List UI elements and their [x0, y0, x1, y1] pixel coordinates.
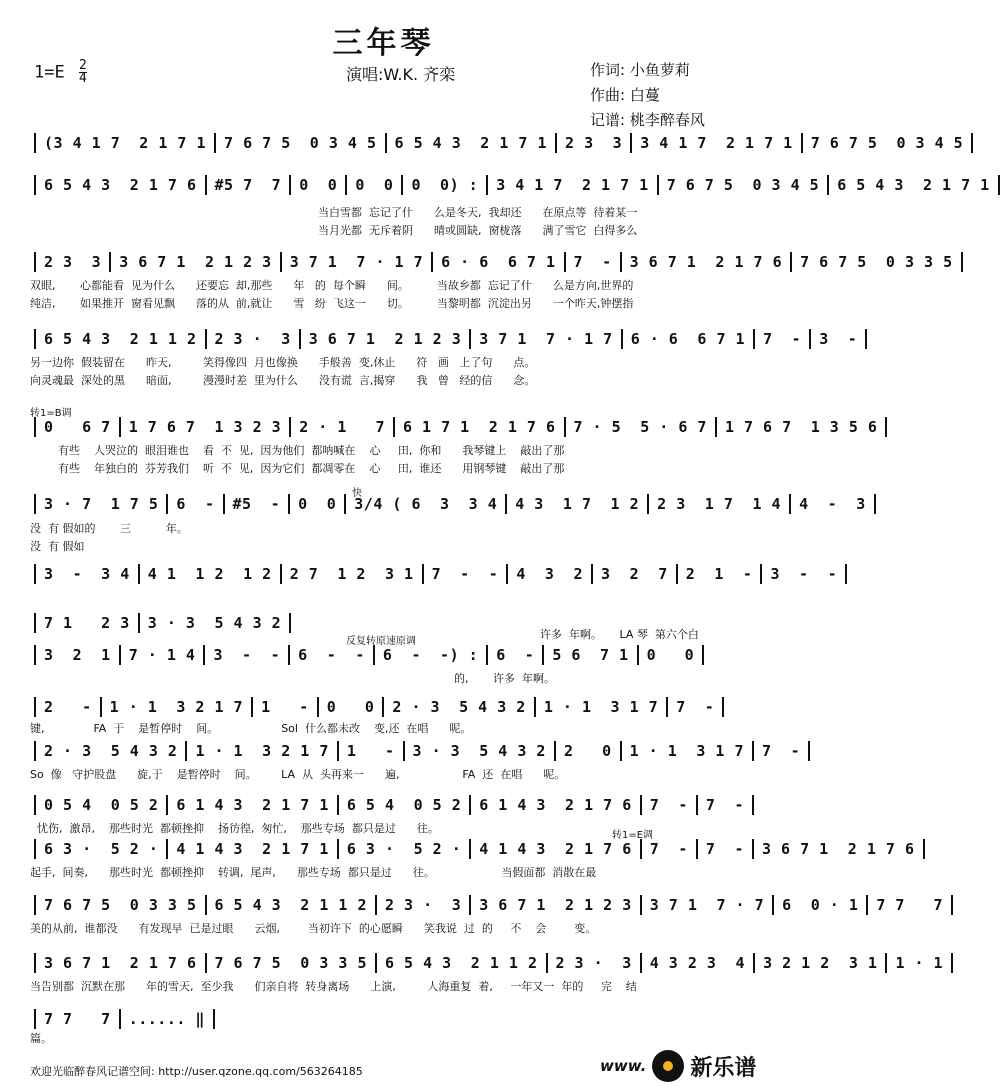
- measure: 6 - -) :: [382, 646, 479, 664]
- bar-line: [289, 613, 291, 633]
- lyric-line: 当告别都 沉默在那 年的雪天, 至少我 们亲自将 转身离场 上演, 人海重复 着, 一年又一 年的 完 结: [30, 980, 637, 993]
- bar-line: [401, 175, 403, 195]
- notation-row: [26, 559, 838, 589]
- bar-line: [772, 895, 774, 915]
- measure: 6 1 4 3 2 1 7 1: [176, 796, 329, 814]
- measure: 2 7 1 2 3 1: [289, 565, 414, 583]
- notation-row: [26, 736, 801, 766]
- measure: 6 5 4 3 2 1 7 6: [44, 176, 197, 194]
- bar-line: [100, 697, 102, 717]
- measure: 7 -: [649, 840, 688, 858]
- bar-line: [431, 252, 433, 272]
- measure: 6 3 · 5 2 ·: [346, 840, 462, 858]
- measure: 1 -: [346, 742, 395, 760]
- bar-line: [34, 417, 36, 437]
- measure: 0 5 4 0 5 2: [44, 796, 159, 814]
- notation-row: [26, 324, 858, 354]
- bar-line: [874, 494, 876, 514]
- measure: 7 6 7 5 0 3 4 5: [810, 134, 964, 152]
- bar-line: [696, 839, 698, 859]
- bar-line: [951, 895, 953, 915]
- bar-line: [564, 252, 566, 272]
- measure: 6 5 4 3 2 1 1 2: [44, 330, 197, 348]
- bar-line: [375, 895, 377, 915]
- measure: 6 5 4 3 2 1 7 1: [394, 134, 548, 152]
- bar-line: [34, 895, 36, 915]
- bar-line: [640, 895, 642, 915]
- bar-line: [34, 645, 36, 665]
- bar-line: [845, 564, 847, 584]
- bar-line: [185, 741, 187, 761]
- measure: 0 0: [326, 698, 375, 716]
- bar-line: [630, 133, 632, 153]
- bar-line: [542, 645, 544, 665]
- measure: 6 5 4 3 2 1 1 2: [385, 954, 538, 972]
- bar-line: [34, 329, 36, 349]
- measure: 7 -: [705, 840, 744, 858]
- measure: 3 - 3 4: [44, 565, 130, 583]
- bar-line: [34, 613, 36, 633]
- bar-line: [205, 175, 207, 195]
- measure: 2 3 · 3: [385, 896, 462, 914]
- measure: 6 -: [176, 495, 215, 513]
- bar-line: [676, 564, 678, 584]
- bar-line: [34, 494, 36, 514]
- measure: 5 6 7 1: [552, 646, 629, 664]
- lyricist-credit: 作词: 小鱼萝莉: [590, 61, 690, 79]
- measure: 2 -: [44, 698, 92, 716]
- bar-line: [34, 175, 36, 195]
- measure: 6 -: [496, 646, 535, 664]
- measure: 3 2 1 2 3 1: [763, 954, 878, 972]
- bar-line: [166, 494, 168, 514]
- measure: 1 -: [261, 698, 309, 716]
- bar-line: [403, 741, 405, 761]
- bar-line: [317, 697, 319, 717]
- measure: 7 6 7 5 0 3 3 5: [800, 253, 953, 271]
- bar-line: [505, 494, 507, 514]
- measure: 1 · 1: [895, 954, 944, 972]
- bar-line: [885, 953, 887, 973]
- notation-row: [26, 247, 953, 277]
- bar-line: [640, 839, 642, 859]
- measure: 0 0: [646, 646, 695, 664]
- bar-line: [280, 252, 282, 272]
- bar-line: [486, 645, 488, 665]
- key-signature: [34, 60, 87, 85]
- measure: 4 1 4 3 2 1 7 6: [479, 840, 632, 858]
- bar-line: [666, 697, 668, 717]
- bar-line: [34, 564, 36, 584]
- measure: 3 6 7 1 2 1 2 3: [308, 330, 462, 348]
- measure: 3 7 1 7 · 1 7: [479, 330, 613, 348]
- bar-line: [205, 953, 207, 973]
- bar-line: [789, 494, 791, 514]
- bar-line: [696, 795, 698, 815]
- bar-line: [203, 645, 205, 665]
- bar-line: [373, 645, 375, 665]
- bar-line: [760, 564, 762, 584]
- lyric-line: 当白雪都 忘记了什 么是冬天, 我却还 在原点等 待着某一: [318, 206, 638, 219]
- measure: 6 · 6 6 7 1: [441, 253, 556, 271]
- bar-line: [34, 133, 36, 153]
- measure: 7 - -: [431, 565, 499, 583]
- notation-row: [26, 128, 964, 158]
- measure: 6 5 4 3 2 1 7 1: [837, 176, 990, 194]
- measure: 1 · 1 3 2 1 7: [195, 742, 329, 760]
- annotation: 反复转原速原调: [346, 636, 416, 647]
- measure: 6 5 4 0 5 2: [346, 796, 462, 814]
- measure: 0 0: [355, 176, 394, 194]
- bar-line: [289, 175, 291, 195]
- bar-line: [119, 417, 121, 437]
- measure: 7 -: [762, 742, 801, 760]
- time-signature: [79, 60, 87, 85]
- measure: 3 6 7 1 2 1 2 3: [479, 896, 632, 914]
- record-disc-icon: [652, 1050, 684, 1082]
- bar-line: [166, 839, 168, 859]
- bar-line: [647, 494, 649, 514]
- brand-name: 新乐谱: [690, 1055, 757, 1081]
- notation-row: [26, 692, 738, 722]
- measure: 3 4 1 7 2 1 7 1: [496, 176, 649, 194]
- measure: (3 4 1 7 2 1 7 1: [44, 134, 207, 152]
- lyric-line: 键, FA 于 是暂停时 间。 Sol 什么都未改 变,还 在唱 呢。: [30, 722, 472, 735]
- measure: 3 2 1: [44, 646, 111, 664]
- bar-line: [564, 417, 566, 437]
- measure: 3 4 1 7 2 1 7 1: [640, 134, 793, 152]
- bar-line: [620, 741, 622, 761]
- measure: 6 1 7 1 2 1 7 6: [403, 418, 556, 436]
- measure: 7 6 7 5 0 3 4 5: [666, 176, 820, 194]
- measure: 2 3 · 3: [214, 330, 291, 348]
- lyric-line: So 像 守护股盘 旋,于 是暂停时 间。 LA 从 头再来一 遍, FA 还 在唱 呢。: [30, 768, 566, 781]
- measure: 6 0 · 1: [782, 896, 859, 914]
- measure: 7 -: [573, 253, 612, 271]
- bar-line: [866, 895, 868, 915]
- measure: 3/4 ( 6 3 3 4: [354, 495, 498, 513]
- measure: 6 1 4 3 2 1 7 6: [479, 796, 632, 814]
- measure: 1 · 1 3 1 7: [629, 742, 744, 760]
- measure: 7 · 5 5 · 6 7: [573, 418, 707, 436]
- measure: 3 6 7 1 2 1 7 6: [762, 840, 915, 858]
- measure: 4 3 2 3 4: [649, 954, 746, 972]
- bar-line: [34, 953, 36, 973]
- bar-line: [138, 564, 140, 584]
- measure: 2 · 1 7: [299, 418, 385, 436]
- measure: 3 · 3 5 4 3 2: [412, 742, 546, 760]
- song-title: 三年琴: [332, 26, 435, 61]
- measure: 7 · 1 4: [128, 646, 196, 664]
- bar-line: [251, 697, 253, 717]
- measure: 3 6 7 1 2 1 7 6: [629, 253, 783, 271]
- measure: 3 -: [819, 330, 858, 348]
- lyric-line: 许多 年啊。 LA 琴 第六个白: [540, 628, 699, 641]
- bar-line: [640, 953, 642, 973]
- lyric-line: 纯洁, 如果推开 窗看见飘 落的从 前,就让 雪 纷 飞这一 切。 当黎明都 沉淀出另 一个昨天,钟摆指: [30, 297, 634, 310]
- bar-line: [715, 417, 717, 437]
- lyric-line: 另一边你 假装留在 昨天, 笑得像四 月也像换 手般善 变,休止 符 画 上了句 点。: [30, 356, 536, 369]
- bar-line: [722, 697, 724, 717]
- notation-row: [26, 948, 944, 978]
- bar-line: [591, 564, 593, 584]
- meter-top: 2: [78, 58, 87, 73]
- notation-row: [26, 489, 866, 519]
- measure: 3 - -: [213, 646, 281, 664]
- bar-line: [299, 329, 301, 349]
- bar-line: [506, 564, 508, 584]
- annotation: 转1=E调: [612, 830, 654, 841]
- measure: 4 1 1 2 1 2: [147, 565, 272, 583]
- measure: 3 2 7: [601, 565, 668, 583]
- bar-line: [753, 329, 755, 349]
- measure: 0 0) :: [411, 176, 479, 194]
- lyric-line: 双眼, 心都能看 见为什么 还要忘 却,那些 年 的 每个瞬 间。 当故乡都 忘记了什 么是方向,世界的: [30, 279, 634, 292]
- measure: 4 3 2: [516, 565, 584, 583]
- measure: 1 7 6 7 1 3 2 3: [128, 418, 282, 436]
- measure: 1 · 1 3 2 1 7: [109, 698, 244, 716]
- measure: 7 7 7: [44, 1010, 111, 1028]
- measure: 3 - -: [770, 565, 838, 583]
- brand-logo[interactable]: [600, 1050, 756, 1082]
- measure: 7 -: [705, 796, 744, 814]
- bar-line: [205, 895, 207, 915]
- bar-line: [337, 839, 339, 859]
- bar-line: [469, 895, 471, 915]
- bar-line: [422, 564, 424, 584]
- annotation: 快: [352, 488, 362, 499]
- measure: 2 3 3: [565, 134, 623, 152]
- measure: 6 · 6 6 7 1: [630, 330, 746, 348]
- lyric-line: 的, 许多 年啊。: [454, 672, 555, 685]
- measure: #5 -: [232, 495, 281, 513]
- bar-line: [534, 697, 536, 717]
- bar-line: [998, 175, 1000, 195]
- bar-line: [469, 329, 471, 349]
- singer-credit: 演唱:W.K. 齐栾: [346, 65, 456, 84]
- bar-line: [620, 252, 622, 272]
- bar-line: [337, 741, 339, 761]
- bar-line: [385, 133, 387, 153]
- bar-line: [865, 329, 867, 349]
- notation-row: [26, 412, 878, 442]
- bar-line: [790, 252, 792, 272]
- bar-line: [119, 645, 121, 665]
- measure: 7 -: [649, 796, 688, 814]
- bar-line: [205, 329, 207, 349]
- lyric-line: 向灵魂最 深处的黑 暗面, 漫漫时差 里为什么 没有谎 言,揭穿 我 曾 经的信 念。: [30, 374, 536, 387]
- bar-line: [486, 175, 488, 195]
- lyric-line: 当月光都 无斥着阴 晴或圆缺, 窗栊落 满了雪它 白得多么: [318, 224, 638, 237]
- bar-line: [469, 839, 471, 859]
- lyric-line: 有些 人哭泣的 眼泪谁也 看 不 见, 因为他们 都呐喊在 心 田, 你和 我琴键上 敲出了那: [30, 444, 565, 457]
- key-label: 1=E: [34, 62, 65, 83]
- measure: 7 6 7 5 0 3 4 5: [224, 134, 377, 152]
- measure: 3 · 3 5 4 3 2: [147, 614, 282, 632]
- bar-line: [885, 417, 887, 437]
- bar-line: [971, 133, 973, 153]
- lyric-line: 美的从前, 谁都没 有发现早 已是过眼 云烟, 当初许下 的心愿瞬 笑我说 过 的 不 会 变。: [30, 922, 597, 935]
- bar-line: [214, 133, 216, 153]
- notation-row: [26, 790, 744, 820]
- measure: 2 1 -: [685, 565, 753, 583]
- lyric-line: 有些 年独白的 芬芳我们 听 不 见, 因为它们 都凋零在 心 田, 谁还 用钢琴键 敲出了那: [30, 462, 565, 475]
- bar-line: [657, 175, 659, 195]
- measure: 7 6 7 5 0 3 3 5: [214, 954, 367, 972]
- bar-line: [345, 175, 347, 195]
- measure: 3 6 7 1 2 1 2 3: [119, 253, 272, 271]
- measure: 4 1 4 3 2 1 7 1: [176, 840, 329, 858]
- lyric-line: 起手, 间奏, 那些时光 都顿挫抑 转调, 尾声, 那些专场 都只是过 往。 当假面都 消散在最: [30, 866, 597, 879]
- bar-line: [375, 953, 377, 973]
- notation-row: [26, 890, 944, 920]
- bar-line: [288, 645, 290, 665]
- measure: 0 0: [298, 495, 337, 513]
- bar-line: [337, 795, 339, 815]
- credits-block: [590, 58, 705, 133]
- bar-line: [827, 175, 829, 195]
- bar-line: [166, 795, 168, 815]
- measure: 2 3 · 3: [555, 954, 632, 972]
- measure: 1 · 1 3 1 7: [543, 698, 659, 716]
- bar-line: [923, 839, 925, 859]
- measure: 2 · 3 5 4 3 2: [44, 742, 178, 760]
- measure: 3 7 1 7 · 1 7: [289, 253, 424, 271]
- composer-credit: 作曲: 白蔓: [590, 86, 660, 104]
- bar-line: [109, 252, 111, 272]
- bar-line: [555, 133, 557, 153]
- lyric-line: 没 有 假如: [30, 540, 85, 553]
- measure: 4 - 3: [799, 495, 866, 513]
- annotation: 转1=B调: [30, 408, 72, 419]
- bar-line: [752, 741, 754, 761]
- bar-line: [546, 953, 548, 973]
- measure: 7 -: [763, 330, 802, 348]
- meter-bottom: 4: [78, 71, 87, 86]
- bar-line: [344, 494, 346, 514]
- bar-line: [34, 697, 36, 717]
- measure: 1 7 6 7 1 3 5 6: [724, 418, 878, 436]
- measure: 7 -: [676, 698, 715, 716]
- measure: 6 5 4 3 2 1 1 2: [214, 896, 367, 914]
- bar-line: [621, 329, 623, 349]
- bar-line: [280, 564, 282, 584]
- bar-line: [34, 839, 36, 859]
- bar-line: [809, 329, 811, 349]
- bar-line: [640, 795, 642, 815]
- measure: 0 0: [299, 176, 338, 194]
- bar-line: [951, 953, 953, 973]
- bar-line: [808, 741, 810, 761]
- bar-line: [752, 795, 754, 815]
- bar-line: [702, 645, 704, 665]
- bar-line: [554, 741, 556, 761]
- bar-line: [34, 1009, 36, 1029]
- bar-line: [34, 741, 36, 761]
- measure: 2 · 3 5 4 3 2: [392, 698, 526, 716]
- bar-line: [213, 1009, 215, 1029]
- lyric-line: 篇。: [30, 1032, 52, 1045]
- bar-line: [382, 697, 384, 717]
- bar-line: [801, 133, 803, 153]
- bar-line: [469, 795, 471, 815]
- measure: 6 - -: [298, 646, 365, 664]
- measure: 2 3 3: [44, 253, 102, 271]
- bar-line: [34, 252, 36, 272]
- measure: 4 3 1 7 1 2: [515, 495, 640, 513]
- transcriber-credit: 记谱: 桃李醉春风: [590, 111, 705, 129]
- measure: #5 7 7: [214, 176, 282, 194]
- footer-text: 欢迎光临醉春风记谱空间: http://user.qzone.qq.com/563264185: [30, 1065, 363, 1078]
- measure: 6 3 · 5 2 ·: [44, 840, 159, 858]
- measure: 2 0: [563, 742, 612, 760]
- measure: 7 7 7: [876, 896, 944, 914]
- lyric-line: 忧伤, 激昂, 那些时光 都顿挫抑 扬彷徨, 匆忙, 那些专场 都只是过 往。: [30, 822, 439, 835]
- measure: 7 1 2 3: [44, 614, 130, 632]
- bar-line: [119, 1009, 121, 1029]
- measure: 3 · 7 1 7 5: [44, 495, 159, 513]
- measure: ...... ‖: [128, 1010, 205, 1028]
- measure: 3 6 7 1 2 1 7 6: [44, 954, 197, 972]
- measure: 2 3 1 7 1 4: [657, 495, 782, 513]
- bar-line: [393, 417, 395, 437]
- bar-line: [138, 613, 140, 633]
- measure: 7 6 7 5 0 3 3 5: [44, 896, 197, 914]
- bar-line: [223, 494, 225, 514]
- brand-www: www.: [600, 1057, 647, 1075]
- bar-line: [752, 839, 754, 859]
- bar-line: [34, 795, 36, 815]
- lyric-line: 没 有 假如的 三 年。: [30, 522, 188, 535]
- bar-line: [961, 252, 963, 272]
- measure: 0 6 7: [44, 418, 111, 436]
- measure: 3 7 1 7 · 7: [649, 896, 765, 914]
- bar-line: [288, 494, 290, 514]
- bar-line: [753, 953, 755, 973]
- bar-line: [289, 417, 291, 437]
- bar-line: [637, 645, 639, 665]
- notation-row: [26, 170, 990, 200]
